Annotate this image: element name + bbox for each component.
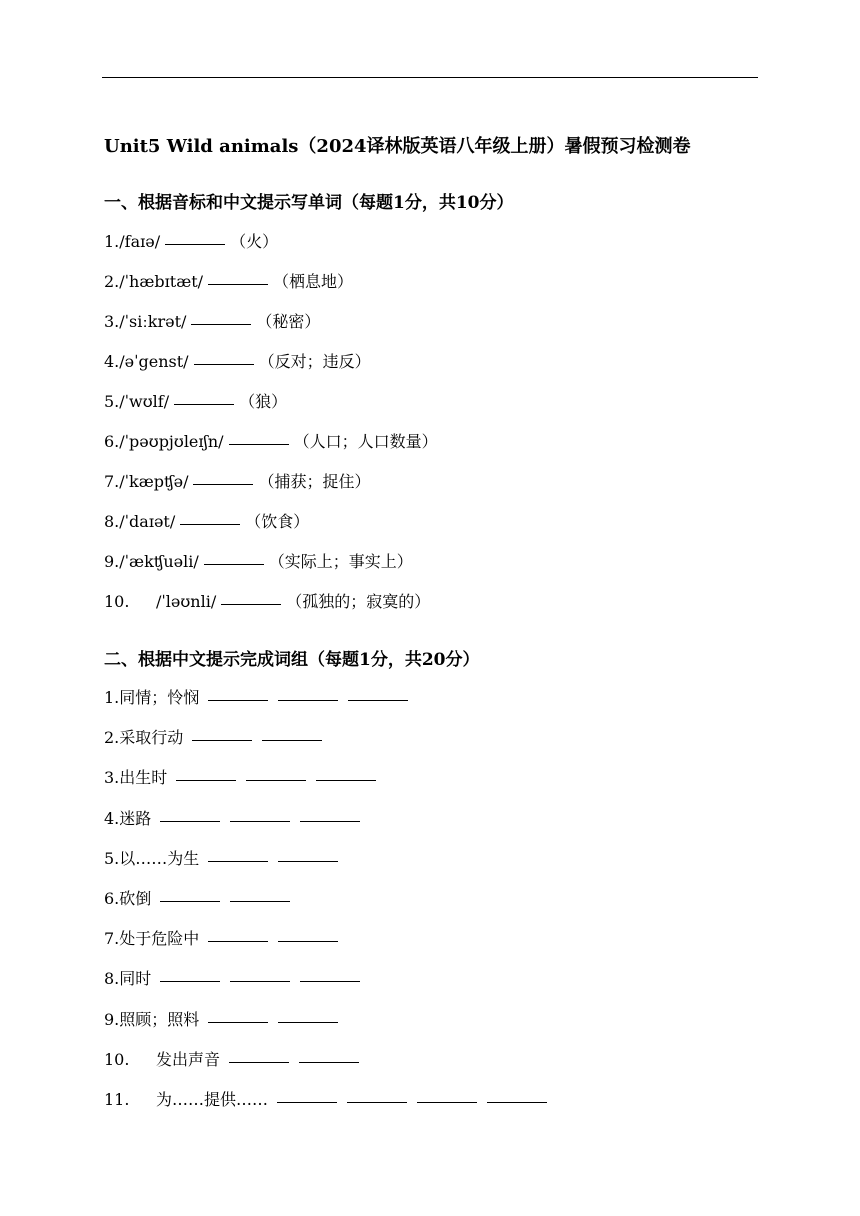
- question-row: [104, 1087, 552, 1110]
- chinese-phrase: 照顾；照料: [119, 1009, 200, 1029]
- question-row: [104, 1007, 343, 1030]
- chinese-phrase: 同时: [119, 969, 152, 989]
- chinese-hint: （实际上；事实上）: [268, 552, 413, 571]
- header-rule: [102, 77, 758, 78]
- question-number: 1.: [104, 688, 120, 707]
- section1-heading: 一、根据音标和中文提示写单词（每题1分，共10分）: [104, 193, 514, 213]
- answer-blank[interactable]: [487, 1101, 547, 1103]
- answer-blank[interactable]: [180, 523, 240, 525]
- question-number: 2.: [104, 272, 120, 291]
- answer-blank[interactable]: [229, 1061, 289, 1063]
- answer-blank[interactable]: [208, 699, 268, 701]
- question-number: 4.: [104, 808, 120, 828]
- chinese-phrase: 处于危险中: [119, 929, 200, 949]
- question-number: 9.: [104, 552, 120, 571]
- answer-blank[interactable]: [204, 563, 264, 565]
- answer-blank[interactable]: [316, 779, 376, 781]
- question-number: 4.: [104, 352, 120, 371]
- answer-blank[interactable]: [246, 779, 306, 781]
- chinese-hint: （孤独的；寂寞的）: [286, 592, 431, 611]
- question-row: [104, 1047, 364, 1070]
- question-row: [104, 765, 381, 788]
- question-number: 9.: [104, 1009, 120, 1029]
- answer-blank[interactable]: [176, 779, 236, 781]
- phonetic-text: /ˈkæpʧə/: [119, 472, 189, 491]
- question-number: 8.: [104, 512, 120, 531]
- question-number: 11.: [104, 1090, 130, 1109]
- question-row: [104, 966, 365, 989]
- chinese-phrase: 发出声音: [156, 1049, 221, 1069]
- chinese-hint: （饮食）: [245, 512, 310, 531]
- section2-heading: 二、根据中文提示完成词组（每题1分，共20分）: [104, 650, 480, 670]
- phonetic-text: /ˈpəʊpjʊleɪʃn/: [119, 432, 224, 451]
- answer-blank[interactable]: [277, 1101, 337, 1103]
- question-number: 5.: [104, 848, 120, 868]
- answer-blank[interactable]: [221, 603, 281, 605]
- answer-blank[interactable]: [208, 860, 268, 862]
- question-row: [104, 269, 353, 292]
- chinese-hint: （火）: [230, 232, 279, 251]
- phonetic-text: /ˈdaɪət/: [119, 512, 176, 531]
- chinese-phrase: 砍倒: [119, 889, 152, 908]
- chinese-phrase: 为……提供……: [156, 1090, 269, 1109]
- question-row: [104, 229, 278, 252]
- question-number: 5.: [104, 392, 120, 411]
- answer-blank[interactable]: [299, 1061, 359, 1063]
- answer-blank[interactable]: [160, 980, 220, 982]
- answer-blank[interactable]: [278, 860, 338, 862]
- phonetic-text: /ˈwʊlf/: [119, 392, 170, 411]
- chinese-phrase: 同情；怜悯: [119, 688, 200, 707]
- question-number: 2.: [104, 728, 120, 748]
- question-row: [104, 309, 320, 332]
- answer-blank[interactable]: [208, 940, 268, 942]
- answer-blank[interactable]: [160, 900, 220, 902]
- question-row: [104, 846, 343, 869]
- answer-blank[interactable]: [208, 283, 268, 285]
- phonetic-text: /ˈsiːkrət/: [119, 312, 187, 331]
- phonetic-text: /ˈhæbɪtæt/: [119, 272, 204, 291]
- phonetic-text: /əˈgenst/: [119, 352, 189, 371]
- chinese-phrase: 以……为生: [119, 848, 200, 868]
- phonetic-text: /ˈækʧuəli/: [119, 552, 199, 571]
- phonetic-text: /ˈləʊnli/: [156, 592, 217, 611]
- answer-blank[interactable]: [278, 699, 338, 701]
- chinese-hint: （反对；违反）: [258, 352, 371, 371]
- question-row: [104, 685, 413, 708]
- question-number: 8.: [104, 969, 120, 989]
- answer-blank[interactable]: [300, 980, 360, 982]
- question-number: 10.: [104, 1049, 130, 1069]
- question-row: [104, 429, 438, 452]
- answer-blank[interactable]: [262, 739, 322, 741]
- chinese-hint: （栖息地）: [273, 272, 354, 291]
- answer-blank[interactable]: [229, 443, 289, 445]
- question-row: [104, 469, 370, 492]
- chinese-phrase: 出生时: [119, 768, 168, 788]
- question-number: 7.: [104, 929, 120, 949]
- phonetic-text: /faɪə/: [119, 232, 161, 251]
- answer-blank[interactable]: [160, 820, 220, 822]
- question-row: [104, 549, 413, 572]
- question-row: [104, 886, 295, 909]
- answer-blank[interactable]: [278, 940, 338, 942]
- chinese-hint: （狼）: [239, 392, 288, 411]
- question-number: 10.: [104, 592, 130, 611]
- answer-blank[interactable]: [191, 323, 251, 325]
- question-number: 3.: [104, 768, 120, 788]
- question-row: [104, 509, 309, 532]
- question-row: [104, 725, 327, 748]
- chinese-hint: （捕获；捉住）: [258, 472, 371, 491]
- answer-blank[interactable]: [230, 900, 290, 902]
- question-number: 1.: [104, 232, 120, 251]
- chinese-phrase: 迷路: [119, 808, 152, 828]
- answer-blank[interactable]: [174, 403, 234, 405]
- answer-blank[interactable]: [208, 1021, 268, 1023]
- chinese-hint: （秘密）: [256, 312, 321, 331]
- chinese-hint: （人口；人口数量）: [293, 432, 438, 451]
- answer-blank[interactable]: [192, 739, 252, 741]
- question-number: 3.: [104, 312, 120, 331]
- question-number: 6.: [104, 889, 120, 908]
- answer-blank[interactable]: [417, 1101, 477, 1103]
- page-title: Unit5 Wild animals（2024译林版英语八年级上册）暑假预习检测卷: [104, 136, 691, 157]
- question-number: 6.: [104, 432, 120, 451]
- question-row: [104, 389, 287, 412]
- question-row: [104, 926, 343, 949]
- answer-blank[interactable]: [278, 1021, 338, 1023]
- answer-blank[interactable]: [230, 820, 290, 822]
- answer-blank[interactable]: [230, 980, 290, 982]
- question-row: [104, 589, 430, 612]
- answer-blank[interactable]: [194, 363, 254, 365]
- question-row: [104, 349, 371, 372]
- question-number: 7.: [104, 472, 120, 491]
- answer-blank[interactable]: [348, 699, 408, 701]
- answer-blank[interactable]: [193, 483, 253, 485]
- chinese-phrase: 采取行动: [119, 728, 184, 748]
- answer-blank[interactable]: [300, 820, 360, 822]
- question-row: [104, 806, 365, 829]
- answer-blank[interactable]: [165, 243, 225, 245]
- answer-blank[interactable]: [347, 1101, 407, 1103]
